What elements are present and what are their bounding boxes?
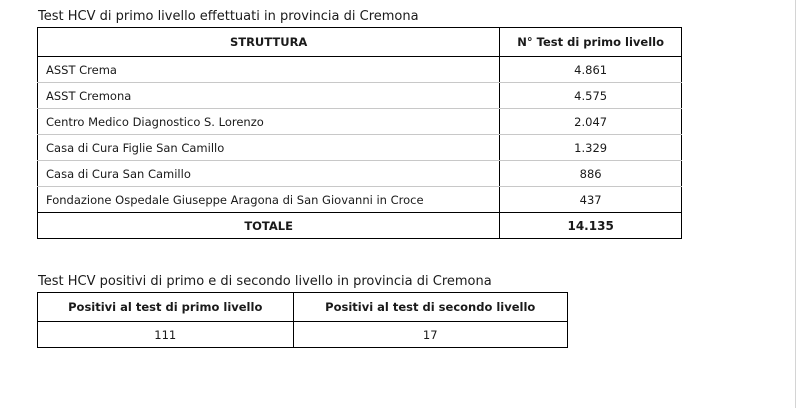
struttura-cell: Fondazione Ospedale Giuseppe Aragona di San Giovanni in Croce xyxy=(38,187,500,213)
count-cell: 4.575 xyxy=(500,83,682,109)
struttura-cell: Casa di Cura San Camillo xyxy=(38,161,500,187)
table-row xyxy=(38,135,682,161)
primo-livello-title: Test HCV di primo livello effettuati in provincia di Cremona xyxy=(38,9,419,24)
total-label: TOTALE xyxy=(38,213,500,239)
struttura-cell: ASST Cremona xyxy=(38,83,500,109)
primo-livello-table xyxy=(37,27,682,239)
total-row xyxy=(38,213,682,239)
count-cell: 437 xyxy=(500,187,682,213)
positivi-secondo-value: 17 xyxy=(293,322,568,348)
header-positivi-primo: Positivi al test di primo livello xyxy=(38,293,294,322)
header-positivi-secondo: Positivi al test di secondo livello xyxy=(293,293,568,322)
struttura-cell: ASST Crema xyxy=(38,57,500,83)
struttura-cell: Centro Medico Diagnostico S. Lorenzo xyxy=(38,109,500,135)
count-cell: 2.047 xyxy=(500,109,682,135)
header-struttura: STRUTTURA xyxy=(38,28,500,57)
total-count: 14.135 xyxy=(500,213,682,239)
table-row xyxy=(38,187,682,213)
header-test-count: N° Test di primo livello xyxy=(500,28,682,57)
table-header-row xyxy=(38,293,568,322)
table-row xyxy=(38,83,682,109)
table-row xyxy=(38,161,682,187)
positivi-primo-value: 111 xyxy=(38,322,294,348)
struttura-cell: Casa di Cura Figlie San Camillo xyxy=(38,135,500,161)
table-row xyxy=(38,57,682,83)
positivi-table xyxy=(37,292,568,348)
count-cell: 4.861 xyxy=(500,57,682,83)
positivi-title: Test HCV positivi di primo e di secondo livello in provincia di Cremona xyxy=(38,274,492,289)
count-cell: 1.329 xyxy=(500,135,682,161)
table-row xyxy=(38,109,682,135)
table-row xyxy=(38,322,568,348)
table-header-row xyxy=(38,28,682,57)
count-cell: 886 xyxy=(500,161,682,187)
